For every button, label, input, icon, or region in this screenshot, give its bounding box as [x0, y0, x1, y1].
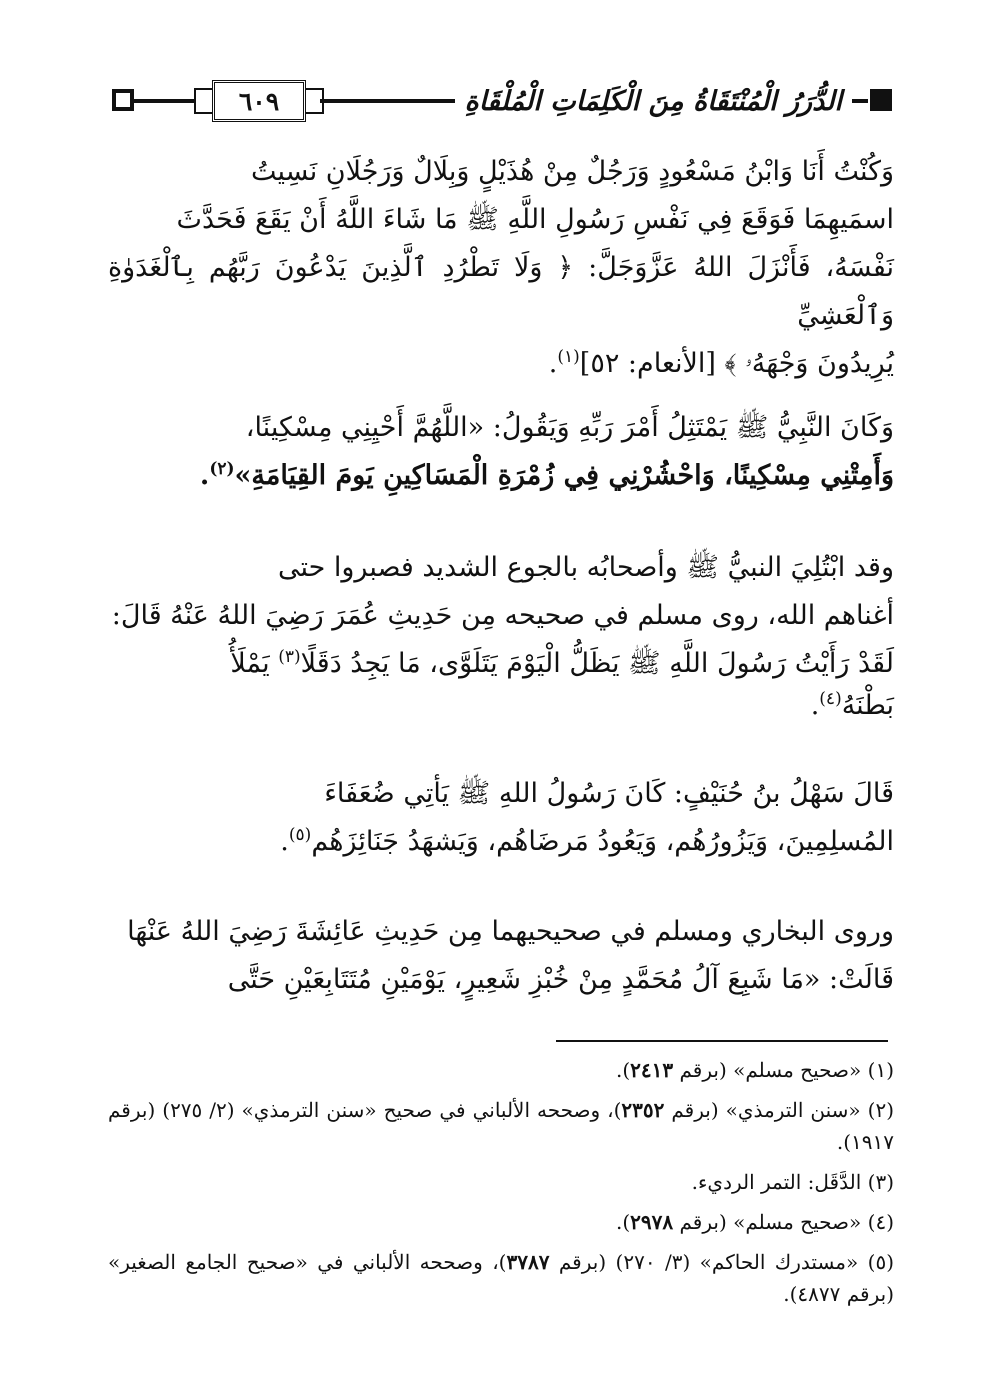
text-line — [108, 452, 894, 500]
text-line — [108, 244, 894, 340]
footnote-separator — [556, 1040, 888, 1042]
footnote-ref-3[interactable]: (٣) — [278, 647, 301, 667]
footnote-ref-2[interactable]: (٢) — [209, 459, 235, 479]
text-line — [108, 404, 894, 452]
hadith-text: لَقَدْ رَأَيْتُ رَسُولَ اللَّهِ ﷺ يَظَلُّ الْيَوْمَ يَتَلَوَّى، مَا يَجِدُ دَقَلًا — [300, 648, 894, 679]
text-line: وقد ابْتُلِيَ النبيُّ ﷺ وأصحابُه بالجوع الشديد فصبروا حتى — [277, 552, 894, 583]
footnote-ref-5[interactable]: (٥) — [288, 825, 312, 845]
text-line: أغناهم الله، روى مسلم في صحيحه مِن حَدِيثِ عُمَرَ رَضِيَ اللهُ عَنْهُ قَالَ: — [111, 600, 894, 631]
footnote-number: (٤) — [867, 1210, 894, 1234]
paragraph-5 — [108, 908, 894, 1004]
hadith-text-bold: وَأَمِتْنِي مِسْكِينًا، وَاحْشُرْنِي فِي زُمْرَةِ الْمَسَاكِينِ يَومَ القِيَامَةِ» — [234, 460, 894, 491]
footnote-text: «صحيح مسلم» (برقم — [679, 1058, 862, 1082]
footnote-1 — [108, 1054, 894, 1086]
footnote-5 — [108, 1246, 894, 1310]
footnote-text: «مستدرك الحاكم» (٣/ ٢٧٠) (برقم — [558, 1250, 859, 1274]
footnote-number: (١) — [867, 1058, 894, 1082]
footnote-text: «سنن الترمذي» (برقم — [671, 1098, 861, 1122]
footnote-2 — [108, 1094, 894, 1158]
footnote-hadith-number: ٢٤١٣ — [630, 1058, 674, 1082]
text-line: قَالَ سَهْلُ بنُ حُنَيْفٍ: كَانَ رَسُولُ اللهِ ﷺ يَأتِي ضُعَفَاءَ — [324, 778, 894, 809]
punctuation: . — [280, 826, 289, 857]
footnote-3 — [108, 1166, 894, 1198]
paragraph-1 — [108, 148, 894, 388]
footnote-hadith-number: ٣٧٨٧ — [506, 1250, 550, 1274]
text-line — [108, 688, 894, 724]
hadith-text: وَكَانَ النَّبِيُّ ﷺ يَمْتَثِلُ أَمْرَ رَبِّهِ وَيَقُولُ: «اللَّهُمَّ أَحْيِنِي مِسْكِينًا، — [245, 412, 894, 443]
page-number: ٦٠٩ — [238, 86, 280, 116]
book-title: الدُّرَرُ الْمُنْتَقَاةُ مِنَ الْكَلِمَاتِ الْمُلْقَاةِ — [455, 78, 852, 124]
text-line — [108, 818, 894, 866]
text-line: وروى البخاري ومسلم في صحيحيهما مِن حَدِيثِ عَائِشَةَ رَضِيَ اللهُ عَنْهَا — [127, 916, 894, 947]
footnote-tail: ). — [615, 1058, 631, 1082]
quran-verse-start: نَفْسَهُ، فَأَنْزَلَ اللهُ عَزَّوَجَلَّ: ﴿ وَلَا تَطْرُدِ ٱلَّذِينَ يَدْعُونَ رَبَّهُم بِٱلْغَدَوٰةِ وَٱلْعَشِيِّ — [108, 252, 894, 331]
footnote-ref-1[interactable]: (١) — [557, 347, 580, 367]
paragraph-4 — [108, 770, 894, 866]
footnote-text: «صحيح مسلم» (برقم — [679, 1210, 862, 1234]
page-header — [112, 78, 892, 126]
text-line — [108, 340, 894, 388]
header-rule-left — [134, 99, 198, 103]
paragraph-3 — [108, 544, 894, 724]
footnote-text: الدَّقَل: التمر الرديء. — [691, 1170, 862, 1194]
text-line: اسمَيهِمَا فَوَقَعَ فِي نَفْسِ رَسُولِ اللَّهِ ﷺ مَا شَاءَ اللَّهُ أَنْ يَقَعَ فَحَدَّثَ — [176, 204, 894, 235]
header-square-right — [870, 89, 892, 111]
footnote-tail: )، وصححه الألباني في صحيح «سنن الترمذي» (٢/ ٢٧٥) (برقم ١٩١٧). — [108, 1098, 894, 1154]
hadith-text: يَمْلَأُ — [230, 648, 270, 679]
punctuation: . — [199, 460, 210, 491]
footnotes — [108, 1054, 894, 1318]
footnote-hadith-number: ٢٩٧٨ — [630, 1210, 674, 1234]
quran-verse-end: يُرِيدُونَ وَجْهَهُۥ ﴾ [الأنعام: ٥٢] — [579, 348, 894, 379]
footnote-tail: )، وصححه الألباني في «صحيح الجامع الصغير» (برقم ٤٨٧٧). — [108, 1250, 894, 1306]
footnote-4 — [108, 1206, 894, 1238]
footnote-number: (٣) — [867, 1170, 894, 1194]
footnote-hadith-number: ٢٣٥٢ — [621, 1098, 665, 1122]
page-number-frame — [194, 80, 324, 122]
footnote-ref-4[interactable]: (٤) — [819, 689, 842, 709]
text-line: وَكُنْتُ أَنَا وَابْنُ مَسْعُودٍ وَرَجُلٌ مِنْ هُذَيْلٍ وَبِلَالٌ وَرَجُلَانِ نَسِيتُ — [250, 156, 894, 187]
text-line — [108, 640, 894, 688]
footnote-number: (٥) — [867, 1250, 895, 1274]
paragraph-2 — [108, 404, 894, 500]
hadith-text: بَطْنَهُ — [841, 690, 894, 721]
text-segment: المُسلِمِينَ، وَيَزُورُهُم، وَيَعُودُ مَرضَاهُم، وَيَشهَدُ جَنَائِزَهُم — [311, 826, 894, 857]
punctuation: . — [548, 348, 558, 379]
header-square-left — [112, 89, 134, 111]
text-line: قَالَتْ: «مَا شَبِعَ آلُ مُحَمَّدٍ مِنْ خُبْزِ شَعِيرٍ، يَوْمَيْنِ مُتَتَابِعَيْنِ حَتَّى — [227, 964, 894, 995]
footnote-number: (٢) — [867, 1098, 895, 1122]
punctuation: . — [810, 690, 820, 721]
footnote-tail: ). — [615, 1210, 631, 1234]
